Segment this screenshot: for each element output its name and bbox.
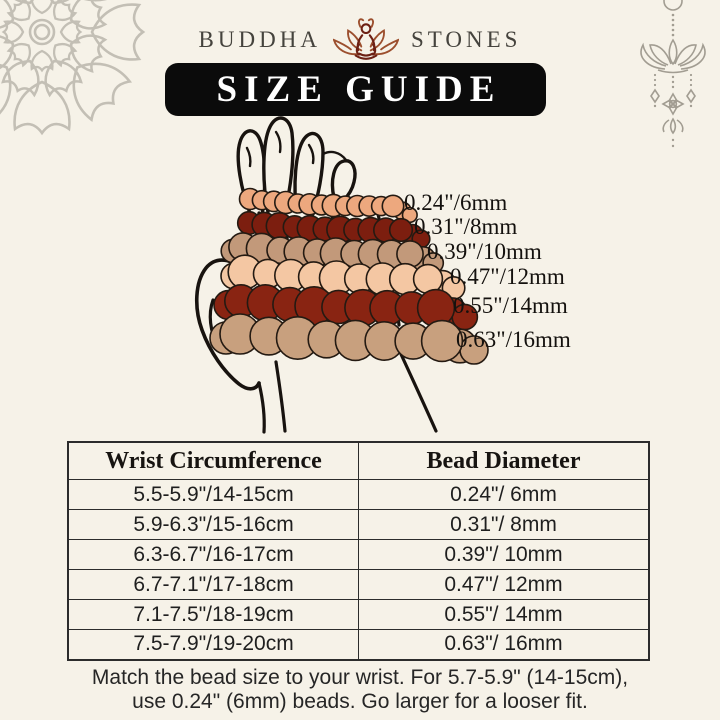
table-cell: 5.9-6.3"/15-16cm [68, 510, 359, 540]
table-row [68, 510, 649, 540]
table-row [68, 540, 649, 570]
table-row [68, 630, 649, 660]
size-table [67, 441, 650, 661]
bead-size-label-6mm: 0.24"/6mm [404, 190, 508, 215]
table-cell: 7.5-7.9"/19-20cm [68, 630, 359, 660]
bead-size-label-12mm: 0.47"/12mm [450, 264, 565, 289]
footer-note-line2: use 0.24" (6mm) beads. Go larger for a looser fit. [132, 690, 588, 714]
footer-note [0, 666, 720, 715]
brand-name-left: BUDDHA [198, 27, 321, 52]
table-cell: 5.5-5.9"/14-15cm [68, 480, 359, 510]
table-cell: 0.63"/ 16mm [359, 630, 650, 660]
bead [397, 241, 423, 267]
table-cell: 0.47"/ 12mm [359, 570, 650, 600]
table-header-wrist-circumference: Wrist Circumference [68, 442, 359, 480]
bead [382, 195, 403, 216]
footer-note-line1: Match the bead size to your wrist. For 5.7-5.9" (14-15cm), [91, 666, 629, 689]
brand-name-right: STONES [410, 27, 522, 52]
table-row [68, 570, 649, 600]
table-cell: 0.39"/ 10mm [359, 540, 650, 570]
bead-size-label-10mm: 0.39"/10mm [427, 239, 542, 264]
table-cell: 6.3-6.7"/16-17cm [68, 540, 359, 570]
bead-size-label-16mm: 0.63"/16mm [456, 327, 571, 352]
table-row [68, 600, 649, 630]
bead-size-label-14mm: 0.55"/14mm [453, 293, 568, 318]
bead [390, 219, 413, 242]
table-row [68, 480, 649, 510]
table-header-bead-diameter: Bead Diameter [359, 442, 650, 480]
table-header-row [68, 442, 649, 480]
bead-size-label-8mm: 0.31"/8mm [414, 214, 518, 239]
table-cell: 0.31"/ 8mm [359, 510, 650, 540]
page-title: SIZE GUIDE [216, 69, 502, 110]
table-cell: 7.1-7.5"/18-19cm [68, 600, 359, 630]
table-cell: 0.55"/ 14mm [359, 600, 650, 630]
table-cell: 0.24"/ 6mm [359, 480, 650, 510]
table-cell: 6.7-7.1"/17-18cm [68, 570, 359, 600]
